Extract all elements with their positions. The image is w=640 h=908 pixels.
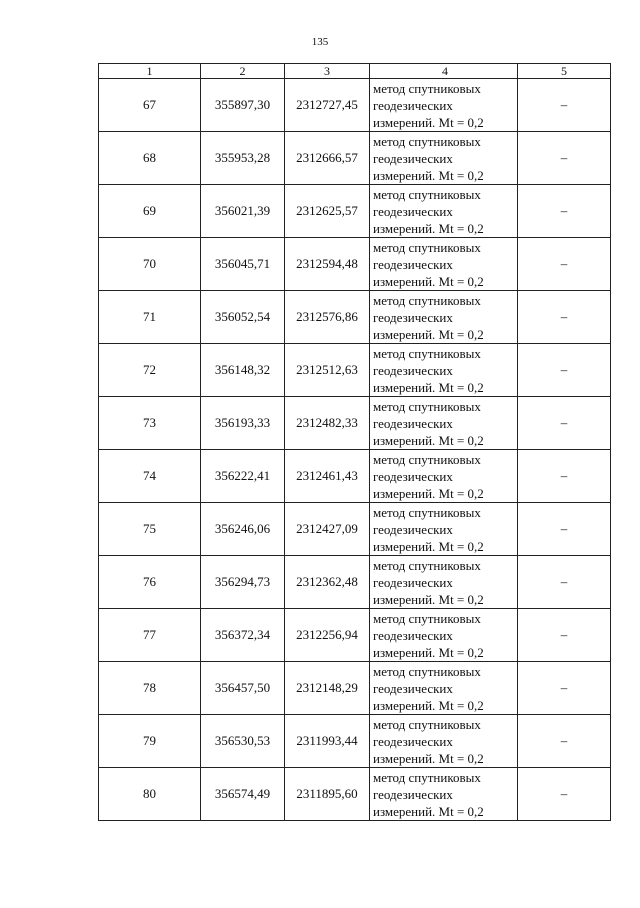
table-row: [99, 450, 611, 503]
note-cell: –: [518, 79, 611, 132]
method-line: геодезических: [373, 362, 453, 378]
x-coordinate-cell: 356457,50: [201, 662, 285, 715]
method-line: измерений. Mt = 0,2: [373, 379, 484, 395]
note-cell: –: [518, 715, 611, 768]
table-row: [99, 344, 611, 397]
y-coordinate-cell: 2312256,94: [285, 609, 370, 662]
method-line: метод спутниковых: [373, 451, 481, 467]
method-line: измерений. Mt = 0,2: [373, 273, 484, 289]
note-cell: –: [518, 397, 611, 450]
x-coordinate-cell: 356246,06: [201, 503, 285, 556]
method-line: измерений. Mt = 0,2: [373, 485, 484, 501]
note-cell: –: [518, 291, 611, 344]
method-line: метод спутниковых: [373, 80, 481, 96]
y-coordinate-cell: 2311993,44: [285, 715, 370, 768]
method-cell: [370, 609, 518, 662]
method-cell: [370, 503, 518, 556]
table-row: [99, 185, 611, 238]
header-col-2: 2: [201, 64, 285, 79]
method-line: геодезических: [373, 786, 453, 802]
method-line: метод спутниковых: [373, 398, 481, 414]
method-line: метод спутниковых: [373, 133, 481, 149]
point-number-cell: 76: [99, 556, 201, 609]
header-col-3: 3: [285, 64, 370, 79]
method-cell: [370, 397, 518, 450]
y-coordinate-cell: 2312461,43: [285, 450, 370, 503]
method-line: измерений. Mt = 0,2: [373, 697, 484, 713]
point-number-cell: 74: [99, 450, 201, 503]
x-coordinate-cell: 356222,41: [201, 450, 285, 503]
table-row: [99, 662, 611, 715]
method-line: измерений. Mt = 0,2: [373, 538, 484, 554]
y-coordinate-cell: 2312512,63: [285, 344, 370, 397]
method-line: геодезических: [373, 203, 453, 219]
table-row: [99, 397, 611, 450]
point-number-cell: 67: [99, 79, 201, 132]
table-row: [99, 715, 611, 768]
method-line: измерений. Mt = 0,2: [373, 326, 484, 342]
method-line: измерений. Mt = 0,2: [373, 220, 484, 236]
method-line: метод спутниковых: [373, 504, 481, 520]
table-row: [99, 291, 611, 344]
method-line: метод спутниковых: [373, 186, 481, 202]
table-row: [99, 79, 611, 132]
table-row: [99, 556, 611, 609]
note-cell: –: [518, 450, 611, 503]
y-coordinate-cell: 2312594,48: [285, 238, 370, 291]
note-cell: –: [518, 185, 611, 238]
note-cell: –: [518, 132, 611, 185]
x-coordinate-cell: 355897,30: [201, 79, 285, 132]
method-cell: [370, 79, 518, 132]
method-line: геодезических: [373, 733, 453, 749]
point-number-cell: 71: [99, 291, 201, 344]
method-cell: [370, 715, 518, 768]
method-cell: [370, 450, 518, 503]
point-number-cell: 75: [99, 503, 201, 556]
method-cell: [370, 768, 518, 821]
table-header-row: [99, 64, 611, 79]
y-coordinate-cell: 2311895,60: [285, 768, 370, 821]
point-number-cell: 70: [99, 238, 201, 291]
method-line: геодезических: [373, 415, 453, 431]
x-coordinate-cell: 356021,39: [201, 185, 285, 238]
table-row: [99, 768, 611, 821]
method-line: геодезических: [373, 680, 453, 696]
y-coordinate-cell: 2312362,48: [285, 556, 370, 609]
x-coordinate-cell: 356045,71: [201, 238, 285, 291]
method-cell: [370, 556, 518, 609]
note-cell: –: [518, 556, 611, 609]
table-row: [99, 503, 611, 556]
x-coordinate-cell: 356148,32: [201, 344, 285, 397]
method-line: метод спутниковых: [373, 239, 481, 255]
method-line: измерений. Mt = 0,2: [373, 644, 484, 660]
note-cell: –: [518, 768, 611, 821]
method-cell: [370, 238, 518, 291]
method-cell: [370, 291, 518, 344]
y-coordinate-cell: 2312427,09: [285, 503, 370, 556]
note-cell: –: [518, 344, 611, 397]
method-line: измерений. Mt = 0,2: [373, 432, 484, 448]
method-cell: [370, 132, 518, 185]
note-cell: –: [518, 609, 611, 662]
method-line: геодезических: [373, 468, 453, 484]
header-col-4: 4: [370, 64, 518, 79]
method-line: геодезических: [373, 256, 453, 272]
x-coordinate-cell: 355953,28: [201, 132, 285, 185]
note-cell: –: [518, 503, 611, 556]
point-number-cell: 77: [99, 609, 201, 662]
point-number-cell: 78: [99, 662, 201, 715]
header-col-1: 1: [99, 64, 201, 79]
method-line: измерений. Mt = 0,2: [373, 167, 484, 183]
method-line: измерений. Mt = 0,2: [373, 114, 484, 130]
page-number: 135: [311, 36, 329, 48]
y-coordinate-cell: 2312148,29: [285, 662, 370, 715]
method-cell: [370, 662, 518, 715]
y-coordinate-cell: 2312576,86: [285, 291, 370, 344]
method-line: метод спутниковых: [373, 663, 481, 679]
method-line: геодезических: [373, 97, 453, 113]
point-number-cell: 72: [99, 344, 201, 397]
method-line: геодезических: [373, 521, 453, 537]
method-line: геодезических: [373, 574, 453, 590]
y-coordinate-cell: 2312666,57: [285, 132, 370, 185]
method-cell: [370, 185, 518, 238]
x-coordinate-cell: 356574,49: [201, 768, 285, 821]
table-row: [99, 609, 611, 662]
method-line: измерений. Mt = 0,2: [373, 803, 484, 819]
method-line: измерений. Mt = 0,2: [373, 750, 484, 766]
x-coordinate-cell: 356052,54: [201, 291, 285, 344]
note-cell: –: [518, 662, 611, 715]
method-line: геодезических: [373, 309, 453, 325]
y-coordinate-cell: 2312625,57: [285, 185, 370, 238]
x-coordinate-cell: 356372,34: [201, 609, 285, 662]
method-line: метод спутниковых: [373, 292, 481, 308]
method-line: метод спутниковых: [373, 716, 481, 732]
header-col-5: 5: [518, 64, 611, 79]
table-row: [99, 132, 611, 185]
method-cell: [370, 344, 518, 397]
x-coordinate-cell: 356530,53: [201, 715, 285, 768]
table-row: [99, 238, 611, 291]
method-line: метод спутниковых: [373, 557, 481, 573]
note-cell: –: [518, 238, 611, 291]
coordinates-table: [98, 63, 611, 821]
method-line: измерений. Mt = 0,2: [373, 591, 484, 607]
x-coordinate-cell: 356294,73: [201, 556, 285, 609]
method-line: метод спутниковых: [373, 345, 481, 361]
y-coordinate-cell: 2312727,45: [285, 79, 370, 132]
method-line: метод спутниковых: [373, 769, 481, 785]
point-number-cell: 79: [99, 715, 201, 768]
method-line: геодезических: [373, 627, 453, 643]
y-coordinate-cell: 2312482,33: [285, 397, 370, 450]
point-number-cell: 68: [99, 132, 201, 185]
method-line: геодезических: [373, 150, 453, 166]
point-number-cell: 69: [99, 185, 201, 238]
method-line: метод спутниковых: [373, 610, 481, 626]
x-coordinate-cell: 356193,33: [201, 397, 285, 450]
point-number-cell: 80: [99, 768, 201, 821]
point-number-cell: 73: [99, 397, 201, 450]
